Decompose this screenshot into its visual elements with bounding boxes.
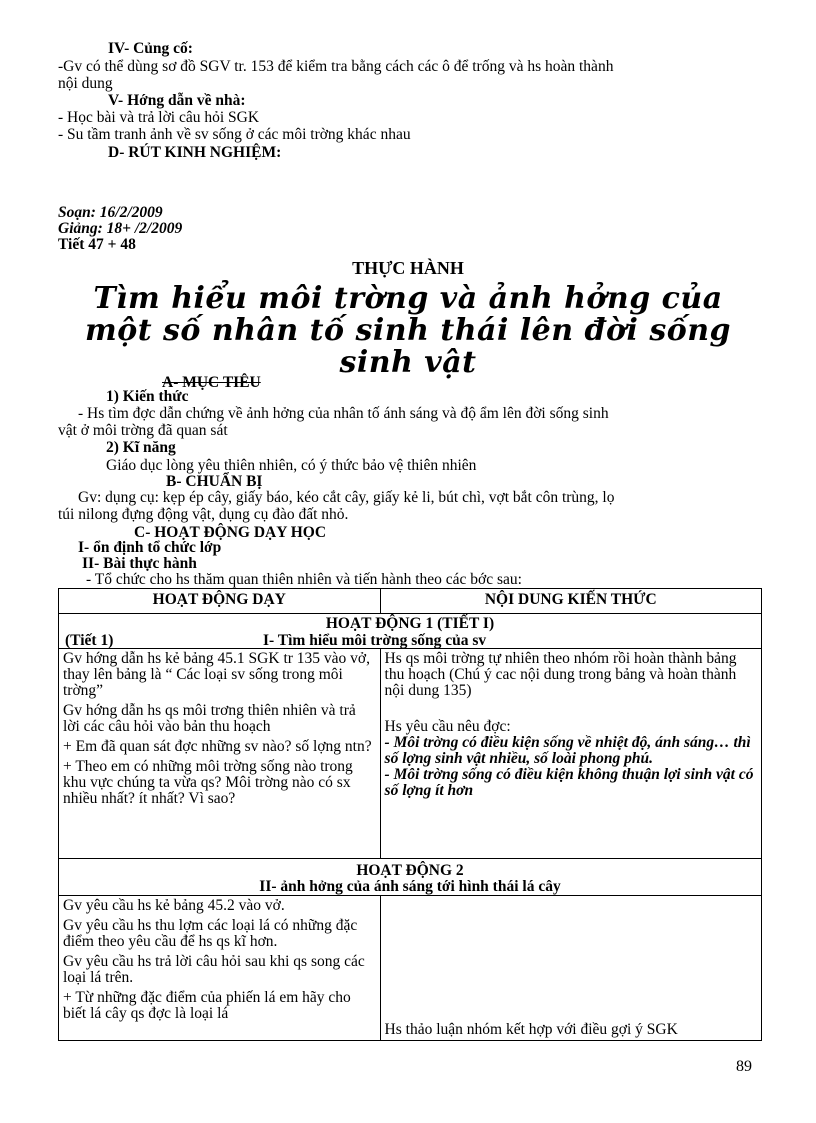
kienthuc-line-2: vật ở môi trờng đã quan sát [58,422,228,439]
hd1-subtitle: I- Tìm hiểu môi trờng sống của sv [263,632,487,649]
v-line-1: - Học bài và trả lời câu hỏi SGK [58,109,260,126]
hd1-tiet: (Tiết 1) [65,632,114,649]
iv-line-1: -Gv có thể dùng sơ đồ SGV tr. 153 để kiểm tra bằng cách các ô để trống và hs hoàn thành [58,58,614,75]
c-i-heading: I- ổn định tổ chức lớp [78,539,222,556]
hd1-left-para: Gv hớng dẫn hs qs môi trơng thiên nhiên và trả lời các câu hỏi vào bản thu hoạch [63,702,356,735]
section-d-heading: D- RÚT KINH NGHIỆM: [108,144,282,161]
hd1-left-para: + Em đã quan sát đợc những sv nào? số lợng ntn? [63,738,372,755]
hd1-right-para: Hs qs môi trờng tự nhiên theo nhóm rồi hoàn thành bảng thu hoạch (Chú ý cac nội dung trong bảng và hoàn thành nội dung 135) [384,650,737,699]
hd1-right-para: - Môi trờng có điều kiện sống về nhiệt độ, ánh sáng… thì số lợng sinh vật nhiều, số loài phong phú. [384,734,751,767]
giang-date: Giảng: 18+ /2/2009 [58,220,183,237]
iv-line-2: nội dung [58,75,113,92]
lesson-title-line-3: sinh vật [339,345,477,380]
hd1-title-row [59,614,762,649]
hd1-content-row [59,649,762,859]
c-ii-line-1: - Tổ chức cho hs thăm quan thiên nhiên và tiến hành theo các bớc sau: [86,571,522,588]
hd1-right-para: - Môi trờng sống có điều kiện không thuận lợi sinh vật có số lợng ít hơn [384,766,754,799]
soan-date: Soạn: 16/2/2009 [58,204,163,221]
hd1-right-para: Hs yêu cầu nêu đợc: [384,718,511,735]
hd2-content-row [59,896,762,1041]
hd1-title: HOẠT ĐỘNG 1 (TIẾT I) [325,615,495,632]
kienthuc-heading: 1) Kiến thức [106,388,189,405]
hd2-left-para: + Từ những đặc điểm của phiến lá em hãy cho biết lá cây qs đợc là loại lá [63,989,351,1022]
col-header-noi-dung: NỘI DUNG KIẾN THỨC [380,589,761,614]
hd2-left-para: Gv yêu cầu hs trả lời câu hỏi sau khi qs song các loại lá trên. [63,953,365,986]
lesson-table [58,588,762,1041]
kinang-heading: 2) Kĩ năng [106,439,176,456]
kienthuc-line-1: - Hs tìm đợc dẫn chứng về ảnh hởng của nhân tố ánh sáng và độ ẩm lên đời sống sinh [78,405,609,422]
kinang-line-1: Giáo dục lòng yêu thiên nhiên, có ý thức bảo vệ thiên nhiên [106,457,477,474]
hd1-right-cell [380,649,761,859]
table-header-row [59,589,762,614]
hd2-title: HOẠT ĐỘNG 2 [356,862,464,879]
section-c-heading: C- HOẠT ĐỘNG DẠY HỌC [134,524,327,541]
lesson-title-line-1: Tìm hiểu môi trờng và ảnh hởng của [93,281,723,316]
lesson-title-line-2: một số nhân tố sinh thái lên đời sống [84,313,732,348]
hd2-left-para: Gv yêu cầu hs kẻ bảng 45.2 vào vở. [63,897,285,914]
col-header-hoat-dong-day: HOẠT ĐỘNG DẠY [59,589,381,614]
section-b-heading: B- CHUẨN BỊ [166,473,263,490]
b-line-1: Gv: dụng cụ: kẹp ép cây, giấy báo, kéo cắt cây, giấy kẻ li, bút chì, vợt bắt côn trùng, lọ [78,489,615,506]
v-line-2: - Su tầm tranh ảnh về sv sống ở các môi trờng khác nhau [58,126,411,143]
tiet-number: Tiết 47 + 48 [58,236,136,253]
hd2-title-row [59,859,762,896]
page-number: 89 [736,1058,752,1075]
c-ii-heading: II- Bài thực hành [82,555,197,572]
hd1-left-cell [59,649,381,859]
hd2-right-cell [380,896,761,1041]
lesson-kind: THỰC HÀNH [352,258,464,278]
hd2-left-para: Gv yêu cầu hs thu lợm các loại lá có những đặc điểm theo yêu cầu để hs qs kĩ hơn. [63,917,358,950]
hd1-left-para: Gv hớng dẫn hs kẻ bảng 45.1 SGK tr 135 vào vở, thay lên bảng là “ Các loại sv sống trong môi trờng” [63,650,370,699]
b-line-2: túi nilong đựng động vật, dụng cụ đào đất nhỏ. [58,506,349,523]
hd2-right-para: Hs thảo luận nhóm kết hợp với điều gợi ý SGK [384,1021,678,1038]
hd2-left-cell [59,896,381,1041]
section-iv-heading: IV- Củng cố: [108,40,193,57]
hd2-subtitle: II- ảnh hởng của ánh sáng tới hình thái lá cây [259,878,561,895]
section-a-heading: A- MỤC TIÊU [162,374,261,391]
section-v-heading: V- Hớng dẫn về nhà: [108,92,246,109]
hd1-left-para: + Theo em có những môi trờng sống nào trong khu vực chúng ta vừa qs? Môi trờng nào có sx nhiều nhất? ít nhất? Vì sao? [63,758,353,807]
